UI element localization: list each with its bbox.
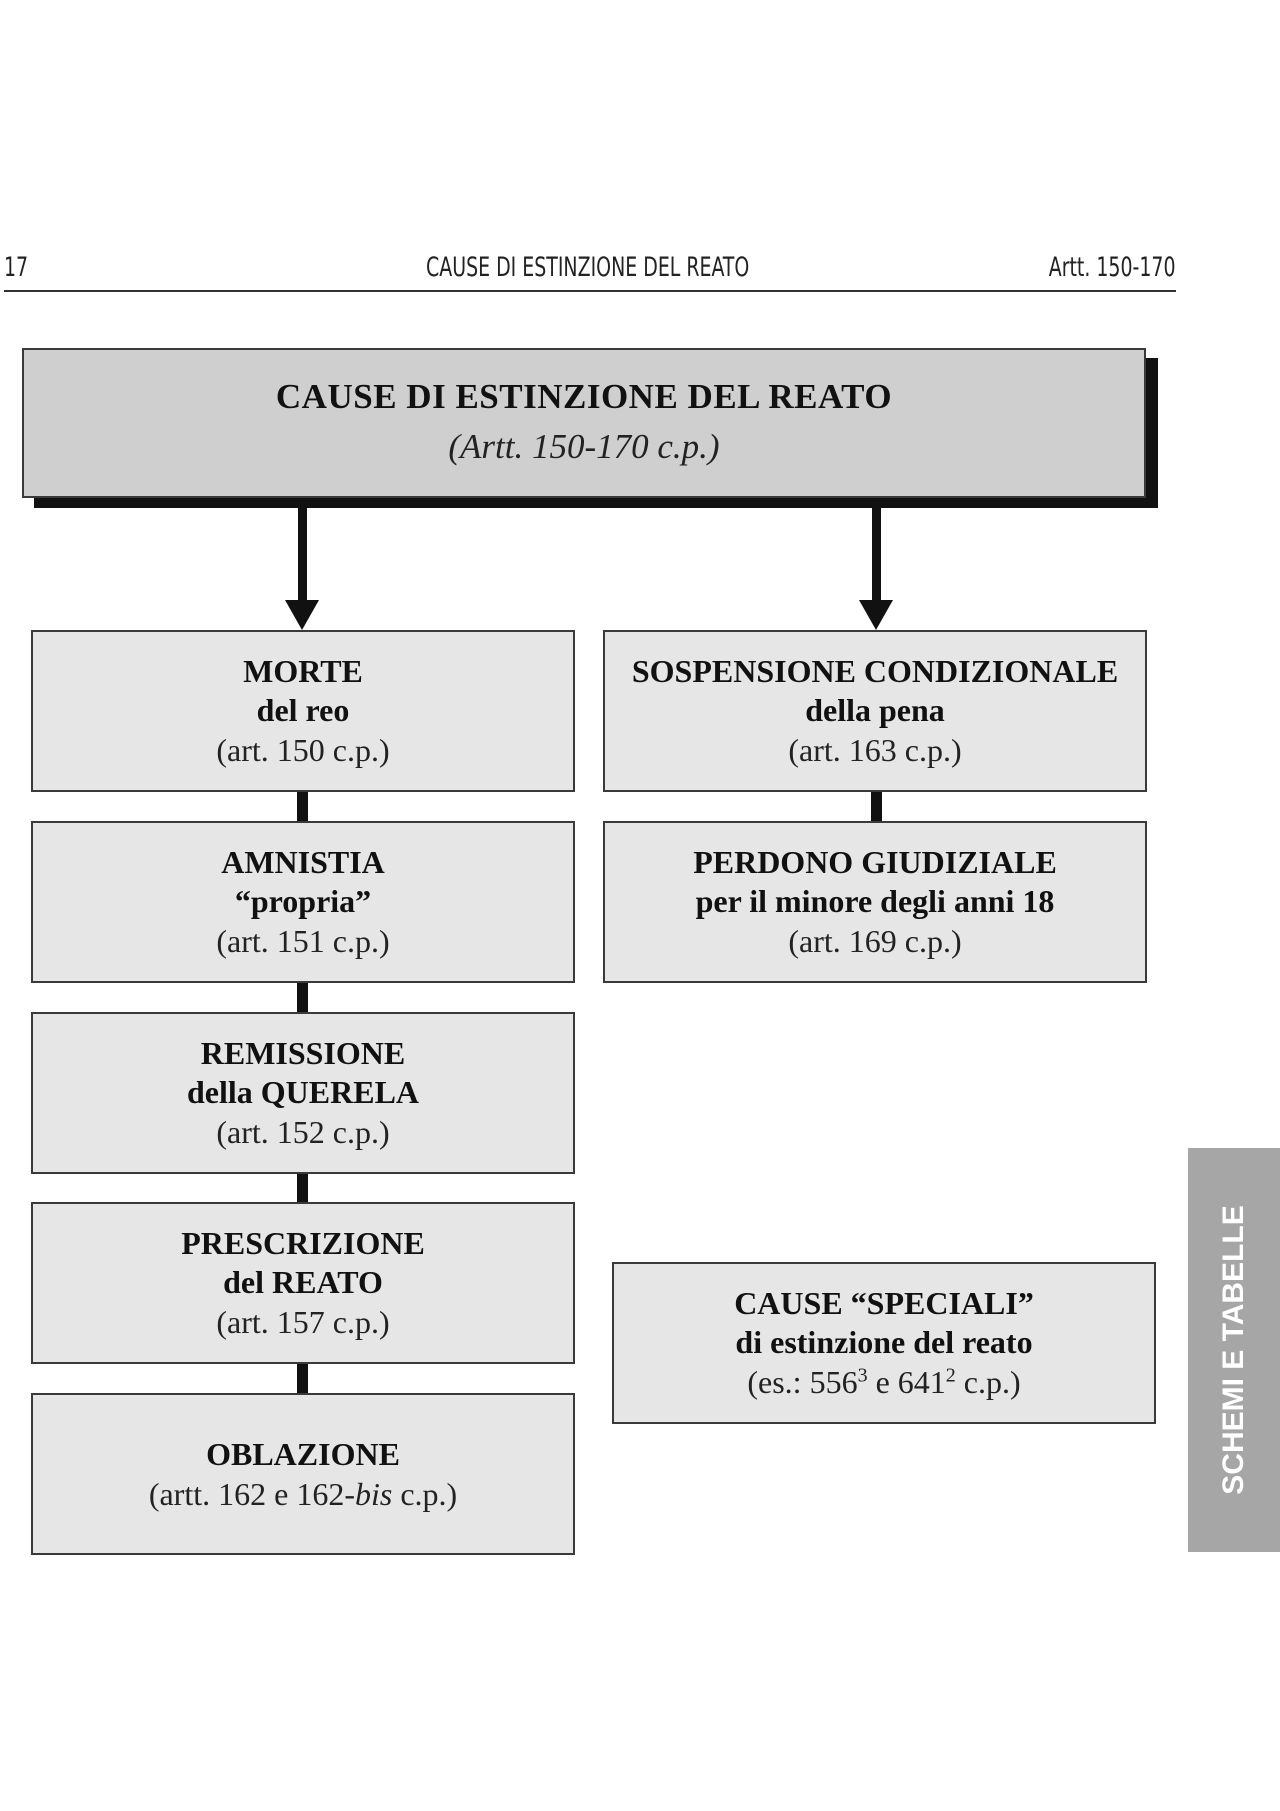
main-box <box>22 348 1146 498</box>
ref-suffix: c.p.) <box>392 1475 458 1512</box>
box-subtitle: “propria” <box>234 883 372 919</box>
box-title: MORTE <box>243 653 363 689</box>
box-ref: (art. 157 c.p.) <box>216 1304 390 1340</box>
box-prescrizione <box>31 1202 575 1364</box>
ref-part-a: (es.: 556 <box>747 1364 858 1400</box>
connector <box>297 983 308 1013</box>
box-perdono <box>603 821 1147 983</box>
box-subtitle: di estinzione del reato <box>735 1324 1033 1360</box>
arrow-left-head <box>285 600 319 630</box>
box-subtitle: della pena <box>805 692 945 728</box>
box-title: REMISSIONE <box>200 1035 406 1071</box>
box-title: SOSPENSIONE CONDIZIONALE <box>631 653 1119 689</box>
box-ref: (art. 169 c.p.) <box>788 923 962 959</box>
box-title: PRESCRIZIONE <box>181 1225 425 1261</box>
side-tab <box>1188 1148 1280 1552</box>
box-ref: (art. 150 c.p.) <box>216 732 390 768</box>
box-morte <box>31 630 575 792</box>
main-title: CAUSE DI ESTINZIONE DEL REATO <box>275 377 893 416</box>
box-amnistia <box>31 821 575 983</box>
box-remissione <box>31 1012 575 1174</box>
box-subtitle: della QUERELA <box>186 1074 420 1110</box>
connector <box>297 1174 308 1204</box>
box-ref: (art. 152 c.p.) <box>216 1114 390 1150</box>
connector <box>297 1364 308 1394</box>
box-ref: (art. 151 c.p.) <box>216 923 390 959</box>
box-title: PERDONO GIUDIZIALE <box>693 844 1057 880</box>
running-title: CAUSE DI ESTINZIONE DEL REATO <box>426 252 750 283</box>
box-ref <box>747 1362 1020 1402</box>
ref-part-b: e 641 <box>867 1364 946 1400</box>
ref-part-c: c.p.) <box>955 1364 1021 1400</box>
page-number: 17 <box>4 252 29 283</box>
ref-italic: bis <box>354 1475 393 1512</box>
page-header <box>4 252 1176 292</box>
box-title: OBLAZIONE <box>206 1435 400 1472</box>
box-title: CAUSE “SPECIALI” <box>734 1285 1034 1321</box>
box-subtitle: del reo <box>256 692 350 728</box>
ref-prefix: (artt. 162 e 162- <box>148 1475 355 1512</box>
connector <box>871 792 882 822</box>
main-subtitle: (Artt. 150-170 c.p.) <box>448 427 720 466</box>
connector <box>297 792 308 822</box>
side-tab-label: SCHEMI E TABELLE <box>1217 1205 1250 1495</box>
box-title: AMNISTIA <box>221 844 385 880</box>
box-sospensione <box>603 630 1147 792</box>
box-oblazione <box>31 1393 575 1555</box>
box-ref <box>149 1474 457 1514</box>
box-ref: (art. 163 c.p.) <box>788 732 962 768</box>
ref-sup-a: 3 <box>857 1364 868 1387</box>
ref-sup-b: 2 <box>945 1364 956 1387</box>
articles-range: Artt. 150-170 <box>1049 252 1176 283</box>
box-subtitle: per il minore degli anni 18 <box>695 883 1055 919</box>
box-cause-speciali <box>612 1262 1156 1424</box>
arrow-right-head <box>859 600 893 630</box>
box-subtitle: del REATO <box>223 1264 383 1300</box>
